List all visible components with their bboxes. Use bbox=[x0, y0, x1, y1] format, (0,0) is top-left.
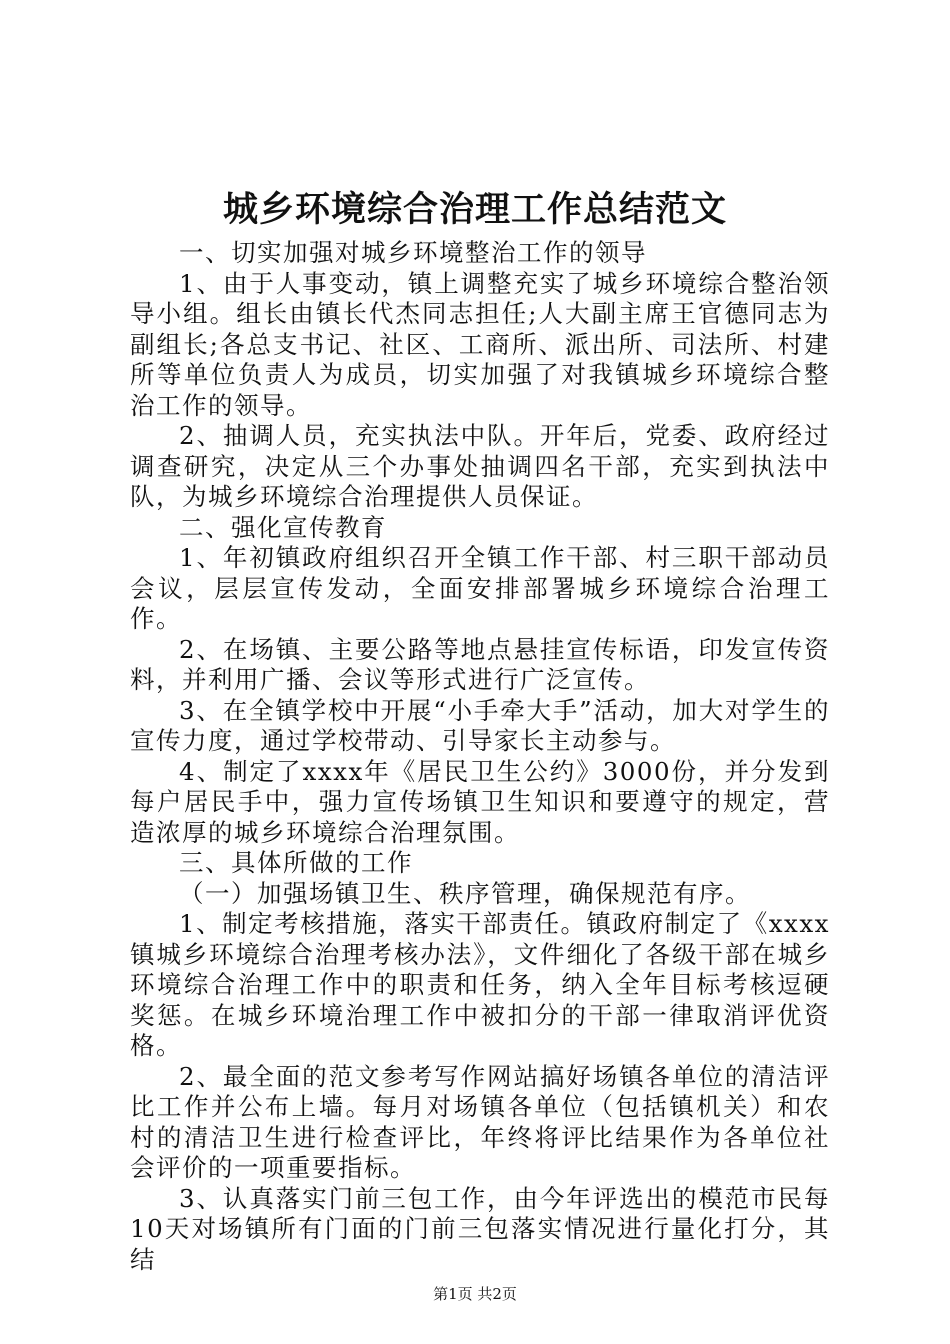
document-title: 城乡环境综合治理工作总结范文 bbox=[222, 189, 727, 230]
subsection-heading: （一）加强场镇卫生、秩序管理，确保规范有序。 bbox=[179, 878, 751, 908]
paragraph: 1、制定考核措施，落实干部责任。镇政府制定了《xxxx镇城乡环境综合治理考核办法》，文件细化了各级干部在城乡环境综合治理工作中的职责和任务，纳入全年目标考核逗硬奖惩。在城乡环境治理工作中被扣分的干部一律取消评优资格。 bbox=[130, 909, 830, 1060]
paragraph: 4、制定了xxxx年《居民卫生公约》3000份，并分发到每户居民手中，强力宣传场镇卫生知识和要遵守的规定，营造浓厚的城乡环境综合治理氛围。 bbox=[130, 756, 830, 847]
section-heading: 三、具体所做的工作 bbox=[179, 848, 413, 877]
page-footer: 第1页 共2页 bbox=[433, 1285, 517, 1303]
section-heading: 二、强化宣传教育 bbox=[179, 512, 387, 542]
paragraph: 2、最全面的范文参考写作网站搞好场镇各单位的清洁评比工作并公布上墙。每月对场镇各单位（包括镇机关）和农村的清洁卫生进行检查评比，年终将评比结果作为各单位社会评价的一项重要指标。 bbox=[130, 1061, 830, 1182]
paragraph: 2、在场镇、主要公路等地点悬挂宣传标语，印发宣传资料，并利用广播、会议等形式进行广泛宣传。 bbox=[130, 634, 830, 694]
paragraph: 1、由于人事变动，镇上调整充实了城乡环境综合整治领导小组。组长由镇长代杰同志担任;人大副主席王官德同志为副组长;各总支书记、社区、工商所、派出所、司法所、村建所等单位负责人为成员，切实加强了对我镇城乡环境综合整治工作的领导。 bbox=[130, 268, 830, 420]
paragraph: 3、在全镇学校中开展“小手牵大手”活动，加大对学生的宣传力度，通过学校带动、引导家长主动参与。 bbox=[130, 695, 830, 755]
paragraph: 1、年初镇政府组织召开全镇工作干部、村三职干部动员会议，层层宣传发动，全面安排部署城乡环境综合治理工作。 bbox=[130, 543, 830, 633]
document-body bbox=[130, 238, 830, 1275]
section-heading: 一、切实加强对城乡环境整治工作的领导 bbox=[179, 238, 647, 267]
paragraph: 3、认真落实门前三包工作，由今年评选出的模范市民每10天对场镇所有门面的门前三包落实情况进行量化打分，其结 bbox=[130, 1183, 830, 1274]
paragraph: 2、抽调人员，充实执法中队。开年后，党委、政府经过调查研究，决定从三个办事处抽调四名干部，充实到执法中队，为城乡环境综合治理提供人员保证。 bbox=[130, 421, 830, 511]
